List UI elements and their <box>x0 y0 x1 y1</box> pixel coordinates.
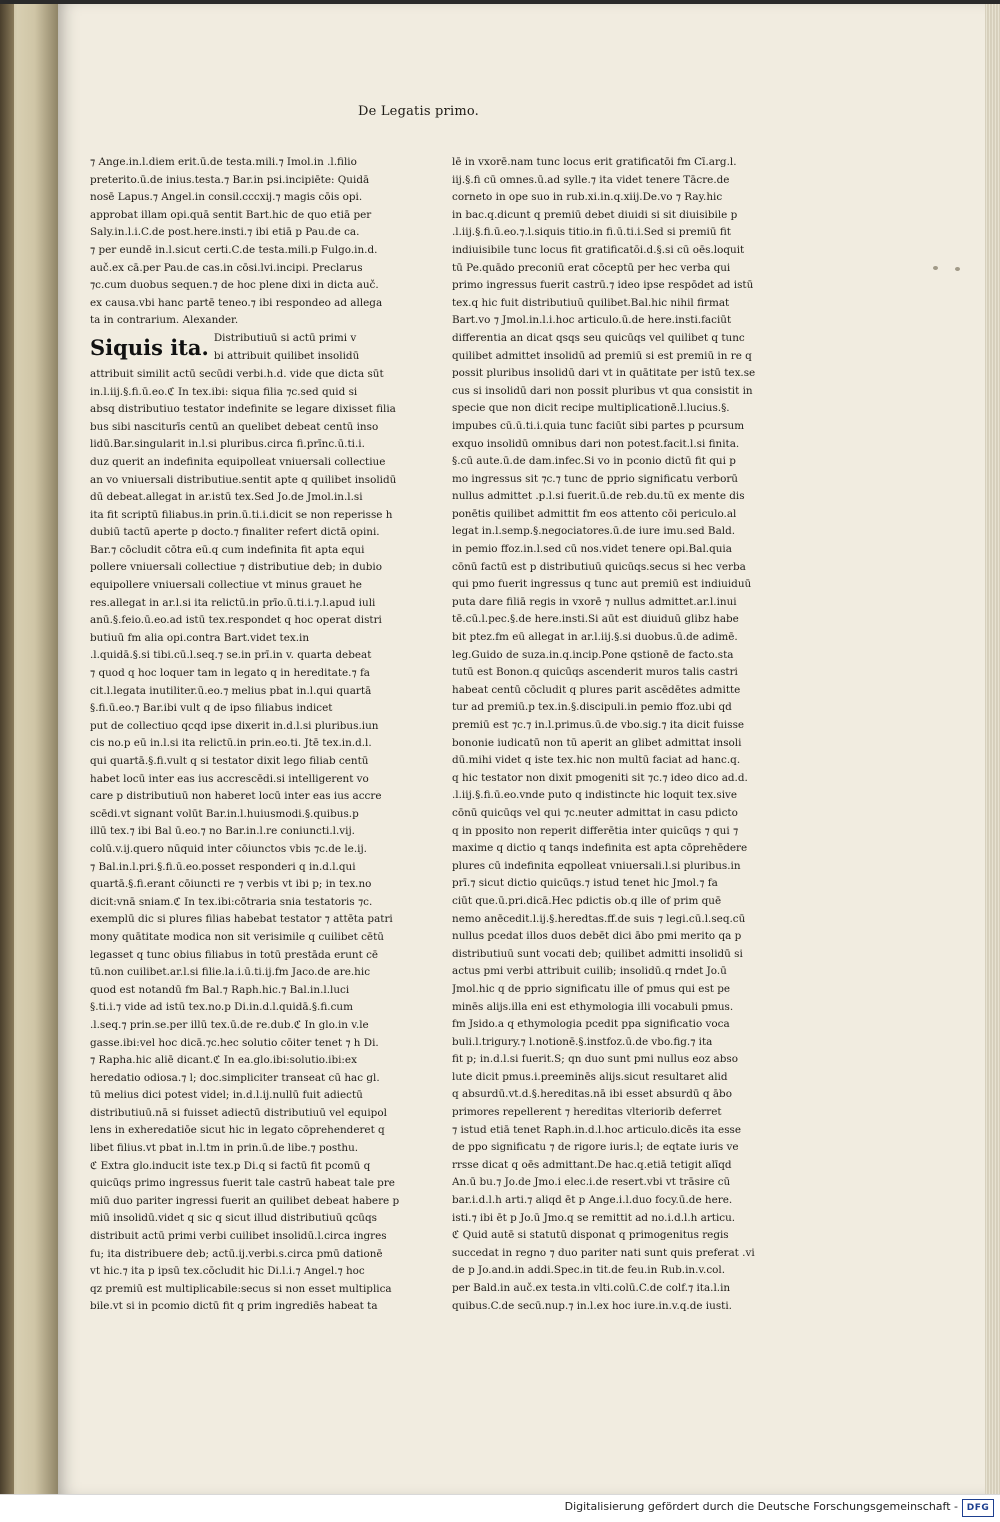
text-line: ⁊ quod q hoc loquer tam in legato q in hereditate.⁊ fa <box>90 667 370 680</box>
text-line: isti.⁊ ibi ēt p Jo.ū Jmo.q se remittit ad no.i.d.l.h articu. <box>452 1211 736 1224</box>
text-line: nemo anēcedit.l.ij.§.heredtas.ff.de suis ⁊ legi.cū.l.seq.cū <box>452 912 746 925</box>
running-head: De Legatis primo. <box>358 104 479 119</box>
text-line: res.allegat in ar.l.si ita relictū.in prīo.ū.ti.i.⁊.l.apud iuli <box>90 596 376 609</box>
text-line: nullus pcedat illos duos debēt dici ābo pmi merito qa p <box>452 930 742 943</box>
text-line: ex causa.vbi hanc partē teneo.⁊ ibi respondeo ad allega <box>90 296 383 309</box>
book-binding <box>0 4 14 1494</box>
text-line: ponētis quilibet admittit fm eos attento cōi periculo.al <box>452 507 737 520</box>
funding-credit: Digitalisierung gefördert durch die Deutsche Forschungsgemeinschaft - <box>564 1500 958 1513</box>
text-line: cōnū quicūqs vel qui ⁊c.neuter admittat in casu pdicto <box>452 806 738 819</box>
text-line: An.ū bu.⁊ Jo.de Jmo.i elec.i.de resert.vbi vt trāsire cū <box>452 1176 731 1189</box>
text-line: quibus.C.de secū.nup.⁊ in.l.ex hoc iure.in.v.q.de iusti. <box>452 1299 732 1312</box>
text-line: absq distributiuo testator indefinite se legare dixisset filia <box>90 403 396 416</box>
text-line: Jmol.hic q de pprio significatu ille of pmus qui est pe <box>452 982 731 995</box>
text-line: tē.cū.l.pec.§.de here.insti.Si aūt est diuiduū glibz habe <box>452 613 739 626</box>
text-line: put de collectiuo qcqd ipse dixerit in.d.l.si pluribus.iun <box>90 719 379 732</box>
text-line: distribuit actū primi verbi cuilibet insolidū.l.circa ingres <box>90 1230 387 1243</box>
right-column-body <box>452 154 774 1315</box>
text-line: nosē Lapus.⁊ Angel.in consil.cccxij.⁊ magis cōis opi. <box>90 191 363 204</box>
text-line: rrsse dicat q oēs admittant.De hac.q.etiā tetigit alīqd <box>452 1158 732 1171</box>
text-line: distributiuū sunt vocati deb; quilibet admitti insolidū si <box>452 947 743 960</box>
text-line: mo ingressus sit ⁊c.⁊ tunc de pprio significatu verborū <box>452 472 739 485</box>
text-line: fu; ita distribuere deb; actū.ij.verbi.s.circa pmū dationē <box>90 1247 383 1260</box>
text-line: in pemio ffoz.in.l.sed cū nos.videt tenere opi.Bal.quia <box>452 543 732 556</box>
text-line: in.l.iij.§.fi.ū.eo.ℭ In tex.ibi: siqua filia ⁊c.sed quid si <box>90 385 358 398</box>
text-line: ℭ Extra glo.inducit iste tex.p Di.q si factū fit pcomū q <box>90 1159 371 1172</box>
text-line: ⁊ istud etiā tenet Raph.in.d.l.hoc articulo.dicēs ita esse <box>452 1123 742 1136</box>
text-line: .l.seq.⁊ prin.se.per illū tex.ū.de re.dub.ℭ In glo.in v.le <box>90 1018 369 1031</box>
text-line: de p Jo.and.in addi.Spec.in tit.de feu.in Rub.in.v.col. <box>452 1264 726 1277</box>
text-line: buli.l.trigury.⁊ l.notionē.§.instfoz.ū.de vbo.fig.⁊ ita <box>452 1035 713 1048</box>
text-line: in bac.q.dicunt q premiū debet diuidi si sit diuisibile p <box>452 208 738 221</box>
text-line: §.ti.i.⁊ vide ad istū tex.no.p Di.in.d.l.quidā.§.fi.cum <box>90 1001 353 1014</box>
text-line: actus pmi verbi attribuit cuilib; insolidū.q rndet Jo.ū <box>452 965 727 978</box>
text-line: cōnū factū est p distributiuū quicūqs.secus si hec verba <box>452 560 746 573</box>
text-line: dū debeat.allegat in ar.istū tex.Sed Jo.de Jmol.in.l.si <box>90 491 363 504</box>
text-line: qui pmo fuerit ingressus q tunc aut premiū est indiuiduū <box>452 578 752 591</box>
text-line: gasse.ibi:vel hoc dicā.⁊c.hec solutio cōiter tenet ⁊ h Di. <box>90 1036 379 1049</box>
text-line: miū insolidū.videt q sic q sicut illud distributiuū qcūqs <box>90 1212 377 1225</box>
text-line: quartā.§.fi.erant cōiuncti re ⁊ verbis vt ibi p; in tex.no <box>90 878 372 891</box>
text-line: dū.mihi videt q iste tex.hic non multū faciat ad hanc.q. <box>452 754 741 767</box>
text-line: an vo vniuersali distributiue.sentit apte q quilibet insolidū <box>90 473 397 486</box>
text-line: tū.non cuilibet.ar.l.si filie.la.i.ū.ti.ij.fm Jaco.de are.hic <box>90 966 371 979</box>
section-initial-lines <box>214 330 412 365</box>
dfg-logo: DFG <box>962 1499 994 1517</box>
text-line: corneto in ope suo in rub.xi.in.q.xiij.De.vo ⁊ Ray.hic <box>452 191 723 204</box>
text-line: tū Pe.quādo preconiū erat cōceptū per hec verba qui <box>452 261 731 274</box>
text-line: primores repellerent ⁊ hereditas vlteriorib deferret <box>452 1106 722 1119</box>
text-line: bar.i.d.l.h arti.⁊ aliqd ēt p Ange.i.l.duo focy.ū.de here. <box>452 1194 733 1207</box>
text-line: indiuisibile tunc locus fit gratificatōi.d.§.si cū oēs.loquit <box>452 243 745 256</box>
text-line: q absurdū.vt.d.§.hereditas.nā ibi esset absurdū q ābo <box>452 1088 732 1101</box>
text-line: vt hic.⁊ ita p ipsū tex.cōcludit hic Di.l.i.⁊ Angel.⁊ hoc <box>90 1265 365 1278</box>
text-line: dubiū tactū aperte p docto.⁊ finaliter refert dictā opini. <box>90 526 380 539</box>
text-line: qui quartā.§.fi.vult q si testator dixit lego filiab centū <box>90 755 369 767</box>
text-line: equipollere vniuersali collectiue vt minus grauet he <box>90 579 362 592</box>
text-line: Bart.vo ⁊ Jmol.in.l.i.hoc articulo.ū.de here.insti.faciūt <box>452 314 732 327</box>
text-line: bus sibi nasciturīs centū an quelibet debeat centū inso <box>90 420 379 433</box>
book-page <box>58 4 985 1494</box>
text-line: ita fit scriptū filiabus.in prin.ū.ti.i.dicit se non reperisse h <box>90 508 393 521</box>
text-line: attribuit similit actū secūdi verbi.h.d. vide que dicta sūt <box>90 367 384 380</box>
text-line: tex.q hic fuit distributiuū quilibet.Bal.hic nihil firmat <box>452 296 730 309</box>
footer-bar <box>0 1494 1000 1522</box>
right-column <box>452 154 774 1315</box>
text-line: tur ad premiū.p tex.in.§.discipuli.in pemio ffoz.ubi qd <box>452 701 732 714</box>
text-line: miū duo pariter ingressi fuerit an quilibet debeat habere p <box>90 1194 400 1207</box>
text-line: cus si insolidū dari non possit pluribus vt qua consistit in <box>452 384 753 397</box>
text-line: differentia an dicat qsqs seu quicūqs vel quilibet q tunc <box>452 331 745 344</box>
text-line: legasset q tunc obius filiabus in totū prestāda erunt cē <box>90 948 379 961</box>
text-line: Bar.⁊ cōcludit cōtra eū.q cum indefinita fit apta equi <box>90 543 365 556</box>
text-line: ⁊ Rapha.hic aliē dicant.ℭ In ea.glo.ibi:solutio.ibi:ex <box>90 1054 357 1067</box>
text-line: ciūt que.ū.pri.dicā.Hec pdictis ob.q ille of prim quē <box>452 894 722 907</box>
text-line: q hic testator non dixit pmogeniti sit ⁊c.⁊ ideo dico ad.d. <box>452 771 748 784</box>
text-line: bononie iudicatū non tū aperit an glibet admittat insoli <box>452 736 742 749</box>
text-line: dicit:vnā sniam.ℭ In tex.ibi:cōtraria snia testatoris ⁊c. <box>90 895 373 908</box>
text-line: auč.ex cā.per Pau.de cas.in cōsi.lvi.incipi. Preclarus <box>90 261 363 274</box>
text-line: lē in vxorē.nam tunc locus erit gratificatōi fm Cī.arg.l. <box>452 156 737 168</box>
text-line: prī.⁊ sicut dictio quicūqs.⁊ istud tenet hic Jmol.⁊ fa <box>452 877 718 890</box>
text-line: Saly.in.l.i.C.de post.here.insti.⁊ ibi etiā p Pau.de ca. <box>90 226 360 239</box>
text-line: lens in exheredatiōe sicut hic in legato cōprehenderet q <box>90 1124 385 1137</box>
text-line: care p distributiuū non haberet locū inter eas ius accre <box>90 790 382 803</box>
text-line: mony quātitate modica non sit verisimile q cuilibet cētū <box>90 930 384 943</box>
text-line: lidū.Bar.singularit in.l.si pluribus.circa fi.prīnc.ū.ti.i. <box>90 438 365 451</box>
left-column-body <box>90 366 412 1316</box>
text-line: minēs alijs.illa eni est ethymologia illi vocabuli pmus. <box>452 1000 734 1013</box>
text-line: de ppo significatu ⁊ de rigore iuris.l; de eqtate iuris ve <box>452 1141 739 1154</box>
text-line: ta in contrarium. Alexander. <box>90 314 239 327</box>
text-line: preterito.ū.de inius.testa.⁊ Bar.in psi.incipiēte: Quidā <box>90 173 370 186</box>
left-column <box>90 154 412 1316</box>
text-line: .l.quidā.§.si tibi.cū.l.seq.⁊ se.in prī.in v. quarta debeat <box>90 649 372 662</box>
text-line: exquo insolidū omnibus dari non potest.facit.l.si finita. <box>452 437 740 450</box>
text-line: pollere vniuersali collectiue ⁊ distributiue deb; in dubio <box>90 561 382 574</box>
text-line: heredatio odiosa.⁊ l; doc.simpliciter transeat cū hac gl. <box>90 1071 380 1084</box>
text-line: per Bald.in auč.ex testa.in vlti.colū.C.de colf.⁊ ita.l.in <box>452 1282 731 1294</box>
text-line: distributiuū.nā si fuisset adiectū distributiuū vel equipol <box>90 1106 387 1119</box>
text-line: duz querit an indefinita equipolleat vniuersali collectiue <box>90 455 386 468</box>
text-line: leg.Guido de suza.in.q.incip.Pone qstionē de facto.sta <box>452 648 734 661</box>
text-line: butiuū fm alia opi.contra Bart.videt tex.in <box>90 631 310 644</box>
text-line: ⁊ per eundē in.l.sicut certi.C.de testa.mili.p Fulgo.in.d. <box>90 243 378 256</box>
text-line: qz premiū est multiplicabile:secus si non esset multiplica <box>90 1282 392 1295</box>
text-line: fit p; in.d.l.si fuerit.S; qn duo sunt pmi nullus eoz abso <box>452 1053 738 1066</box>
text-line: ℭ Quid autē si statutū disponat q primogenitus regis <box>452 1229 729 1242</box>
text-line: anū.§.feio.ū.eo.ad istū tex.respondet q hoc operat distri <box>90 614 382 627</box>
text-line: bi attribuit quilibet insolidū <box>213 349 360 362</box>
text-line: cis no.p eū in.l.si ita relictū.in prin.eo.ti. Jtē tex.in.d.l. <box>90 737 372 750</box>
paper-speck <box>955 267 960 271</box>
text-line: possit pluribus insolidū dari vt in quātitate per istū tex.se <box>452 367 756 380</box>
text-line: succedat in regno ⁊ duo pariter nati sunt quis preferat .vi <box>452 1246 755 1259</box>
previous-page-edge <box>0 4 58 1494</box>
text-line: tū melius dici potest videl; in.d.l.ij.nullū fuit adiectū <box>90 1089 363 1102</box>
text-line: §.fi.ū.eo.⁊ Bar.ibi vult q de ipso filiabus indicet <box>90 702 333 715</box>
text-line: .l.iij.§.fi.ū.eo.⁊.l.siquis titio.in fi.ū.ti.i.Sed si premiū fit <box>452 226 731 239</box>
text-line: habet locū inter eas ius accrescēdi.si intelligerent vo <box>90 772 369 785</box>
text-line: illū tex.⁊ ibi Bal ū.eo.⁊ no Bar.in.l.re coniuncti.l.vij. <box>90 825 355 838</box>
page-stack-edge <box>985 4 1000 1494</box>
text-line: maxime q dictio q tanqs indefinita est apta cōprehēdere <box>452 842 748 855</box>
text-line: plures cū indefinita eqpolleat vniuersali.l.si pluribus.in <box>452 859 741 872</box>
text-line: exemplū dic si plures filias habebat testator ⁊ attēta patri <box>90 913 393 926</box>
text-line: .l.iij.§.fi.ū.eo.vnde puto q indistincte hic loquit tex.sive <box>452 789 738 802</box>
text-line: scēdi.vt signant volūt Bar.in.l.huiusmodi.§.quibus.p <box>90 807 359 820</box>
text-line: quod est notandū fm Bal.⁊ Raph.hic.⁊ Bal.in.l.luci <box>90 983 350 996</box>
text-line: specie que non dicit recipe multiplicationē.l.lucius.§. <box>452 402 730 415</box>
text-line: ⁊ Bal.in.l.pri.§.fi.ū.eo.posset responderi q in.d.l.qui <box>90 860 356 873</box>
text-line: primo ingressus fuerit castrū.⁊ ideo ipse respōdet ad istū <box>452 279 754 292</box>
text-line: Distributiuū si actū primi v <box>213 331 357 344</box>
paper-speck <box>933 266 938 270</box>
text-line: colū.v.ij.quero nūquid inter cōiunctos vbis ⁊c.de le.ij. <box>90 842 367 855</box>
text-line: fm Jsido.a q ethymologia pcedit ppa significatio voca <box>452 1018 730 1031</box>
text-line: tutū est Bonon.q quicūqs ascenderit muros talis castri <box>452 666 738 679</box>
text-line: impubes cū.ū.ti.i.quia tunc faciūt sibi partes p pcursum <box>452 419 745 432</box>
text-line: habeat centū cōcludit q plures parit ascēdētes admitte <box>452 683 741 696</box>
text-line: libet filius.vt pbat in.l.tm in prin.ū.de libe.⁊ posthu. <box>90 1142 359 1155</box>
left-column-opening-paragraph <box>90 154 412 330</box>
section-initial: Siquis ita. <box>90 334 209 360</box>
text-line: approbat illam opi.quā sentit Bart.hic de quo etiā per <box>90 208 372 221</box>
text-line: cit.l.legata inutiliter.ū.eo.⁊ melius pbat in.l.qui quartā <box>90 684 372 697</box>
text-line: quicūqs primo ingressus fuerit tale castrū habeat tale pre <box>90 1177 395 1190</box>
text-line: ⁊ Ange.in.l.diem erit.ū.de testa.mili.⁊ Imol.in .l.filio <box>90 156 357 168</box>
text-line: legat in.l.semp.§.negociatores.ū.de iure imu.sed Bald. <box>452 525 736 538</box>
text-line: q in pposito non reperit differētia inter quicūqs ⁊ qui ⁊ <box>452 824 739 837</box>
text-line: ⁊c.cum duobus sequen.⁊ de hoc plene dixi in dicta auč. <box>90 279 379 292</box>
section-opening <box>90 330 412 366</box>
text-line: nullus admittet .p.l.si fuerit.ū.de reb.du.tū ex mente dis <box>452 490 745 503</box>
text-line: bit ptez.fm eū allegat in ar.l.iij.§.si duobus.ū.de adimē. <box>452 631 738 644</box>
text-line: premiū est ⁊c.⁊ in.l.primus.ū.de vbo.sig.⁊ ita dicit fuisse <box>452 719 745 731</box>
text-line: §.cū aute.ū.de dam.infec.Si vo in pconio dictū fit qui p <box>452 455 736 468</box>
text-line: quilibet admittet insolidū ad premiū si est premiū in re q <box>452 349 752 362</box>
text-line: puta dare filiā regis in vxorē ⁊ nullus admittet.ar.l.inui <box>452 595 737 608</box>
text-line: iij.§.fi cū omnes.ū.ad sylle.⁊ ita videt tenere Tācre.de <box>452 173 730 186</box>
text-line: lute dicit pmus.i.preeminēs alijs.sicut resultaret alid <box>452 1070 728 1083</box>
text-line: bile.vt si in pcomio dictū fit q prim ingrediēs habeat ta <box>90 1300 378 1313</box>
